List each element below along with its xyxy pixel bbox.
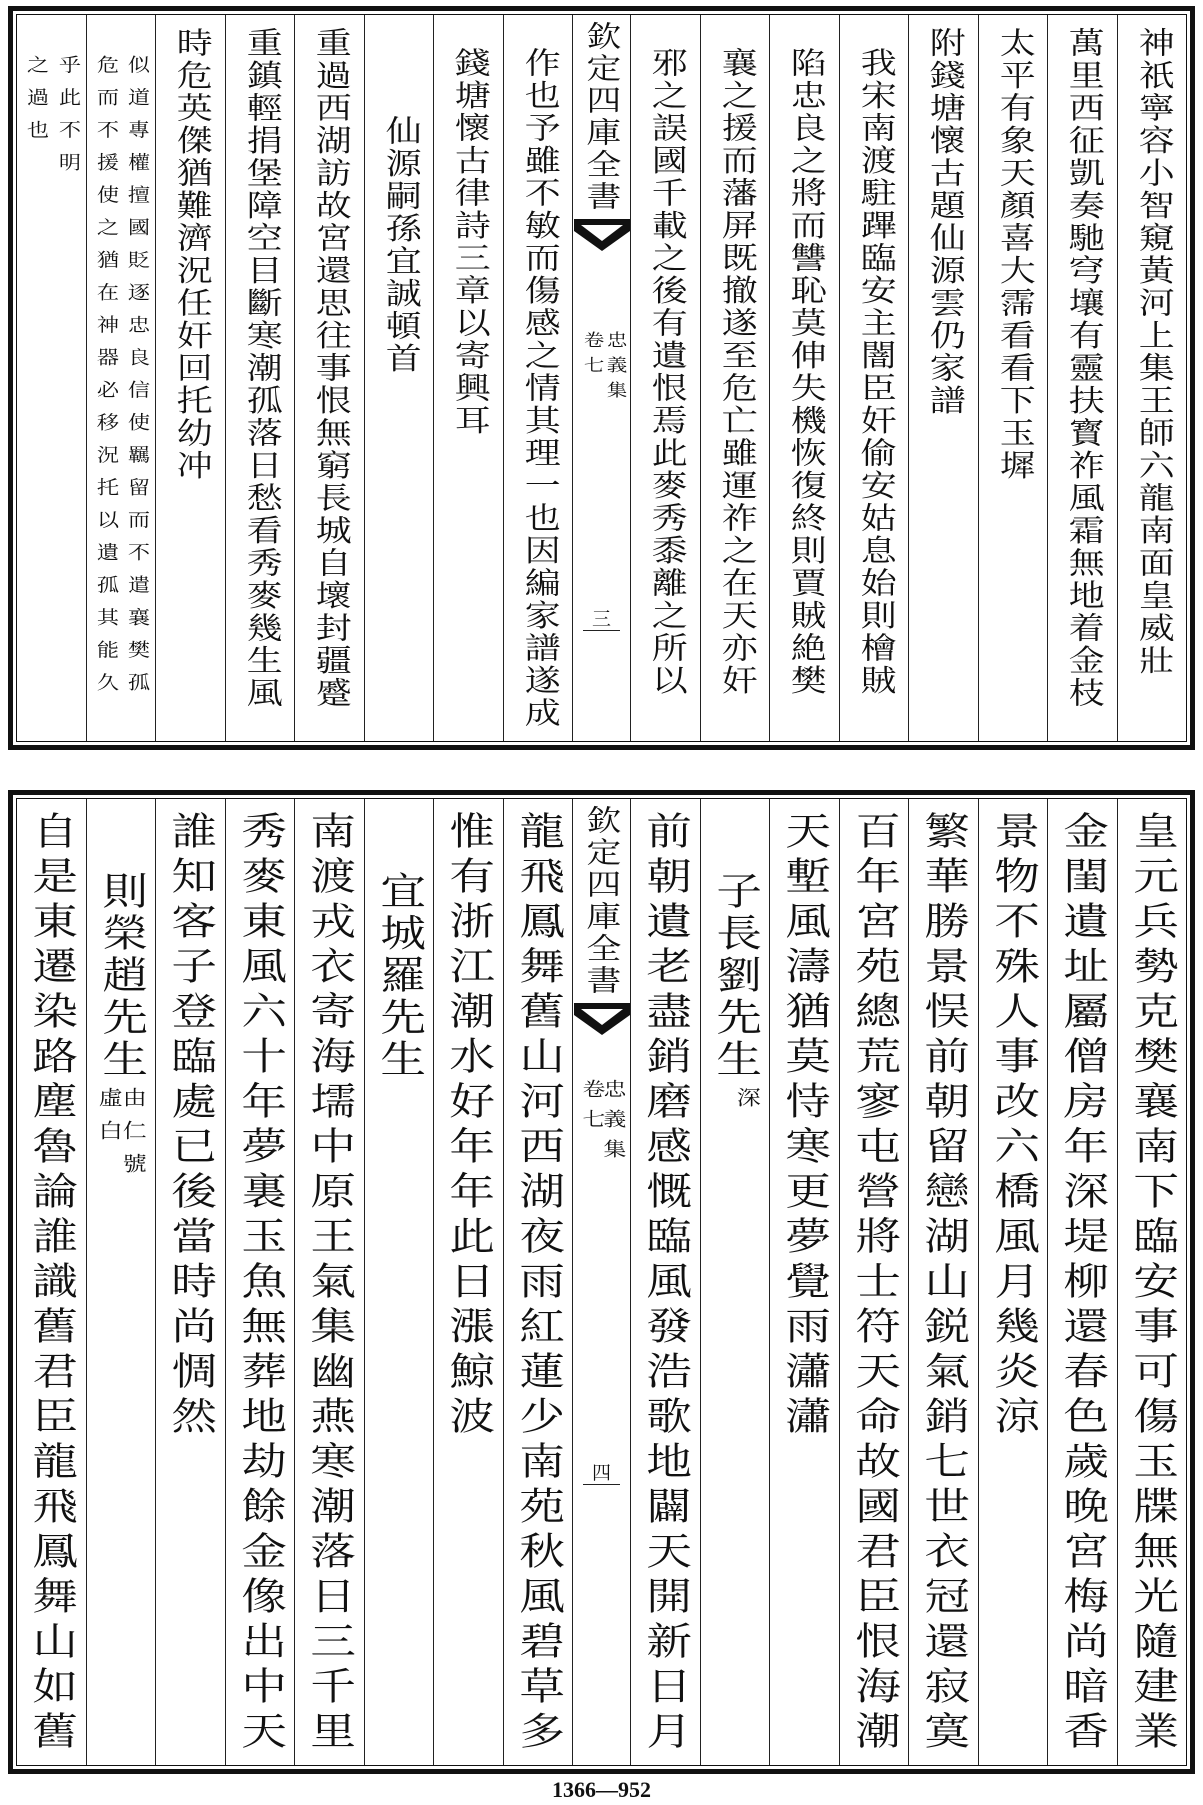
book-volume-note bbox=[578, 1079, 626, 1169]
column-text: 秀麥東風六十年夢裏玉魚無葬地劫餘金像出中天 bbox=[233, 811, 287, 1756]
page-number: 三 bbox=[583, 608, 620, 631]
text-column bbox=[225, 799, 295, 1765]
column-text: 神祇寧容小智窺黃河上集王師六龍南面皇威壯 bbox=[1131, 27, 1174, 677]
note-line: 危而不援使之猶在神器必移況托以遺孤其能久 bbox=[93, 55, 119, 705]
text-column bbox=[503, 799, 573, 1765]
page-number: 四 bbox=[583, 1462, 620, 1485]
center-banner bbox=[572, 15, 630, 741]
column-text: 皇元兵勢克樊襄南下臨安事可傷玉牒無光隨建業 bbox=[1125, 811, 1179, 1756]
section-heading: 附錢塘懷古題仙源雲仍家譜 bbox=[922, 27, 965, 417]
text-column bbox=[839, 799, 909, 1765]
text-frame bbox=[16, 798, 1187, 1766]
double-line-note bbox=[93, 55, 150, 705]
column-text: 重過西湖訪故宮還思往事恨無窮長城自壞封疆蹙 bbox=[308, 27, 351, 710]
double-line-note bbox=[23, 55, 81, 185]
column-text: 時危英傑猶難濟況任奸回托幼冲 bbox=[169, 27, 212, 482]
column-text: 南渡戎衣寄海壖中原王氣集幽燕寒潮落日三千里 bbox=[302, 811, 356, 1756]
note-line: 虛白 bbox=[94, 1087, 124, 1153]
text-column bbox=[225, 15, 295, 741]
text-column bbox=[908, 799, 978, 1765]
author-name: 則榮趙先生 bbox=[94, 871, 148, 1081]
column-text: 百年宮苑總荒寥屯營將士符天命故國君臣恨海潮 bbox=[847, 811, 901, 1756]
text-column bbox=[1047, 799, 1117, 1765]
column-text: 景物不殊人事改六橋風月幾炎涼 bbox=[986, 811, 1040, 1441]
column-text: 誰知客子登臨處已後當時尚惆然 bbox=[163, 811, 217, 1441]
column-text: 龍飛鳳舞舊山河西湖夜雨紅蓮少南苑秋風碧草多 bbox=[511, 811, 565, 1756]
column-text: 我宋南渡駐蹕臨安主闇臣奸偷安姑息始則檜賊 bbox=[853, 47, 896, 697]
text-column bbox=[294, 799, 364, 1765]
note-line: 之過也 bbox=[23, 55, 49, 153]
author-note bbox=[94, 1087, 148, 1186]
section-heading-column bbox=[908, 15, 978, 741]
text-frame bbox=[16, 14, 1187, 742]
author-note bbox=[713, 1087, 762, 1120]
text-column bbox=[769, 15, 839, 741]
author-name-column bbox=[86, 799, 156, 1765]
text-column bbox=[1047, 15, 1117, 741]
column-text: 邪之誤國千載之後有遺恨焉此麥秀黍離之所以 bbox=[644, 47, 687, 697]
annotation-column bbox=[86, 15, 156, 741]
column-text: 自是東遷染路塵魯論誰識舊君臣龍飛鳳舞山如舊 bbox=[24, 811, 78, 1756]
volume-label: 卷七 bbox=[578, 1079, 605, 1139]
fishtail-ornament-icon bbox=[574, 1003, 630, 1035]
column-text: 錢塘懷古律詩三章以寄興耳 bbox=[447, 47, 490, 437]
text-column bbox=[1117, 799, 1187, 1765]
text-column bbox=[978, 799, 1048, 1765]
column-text: 金閨遺址屬僧房年深堤柳還春色歲晚宮梅尚暗香 bbox=[1055, 811, 1109, 1756]
center-banner bbox=[572, 799, 630, 1765]
fishtail-ornament-icon bbox=[574, 219, 630, 251]
text-column bbox=[433, 799, 503, 1765]
volume-label: 卷七 bbox=[578, 331, 603, 381]
collection-title: 欽定四庫全書 bbox=[581, 21, 623, 213]
column-text: 重鎮輕捐堡障空目斷寒潮孤落日愁看秀麥幾生風 bbox=[239, 27, 282, 710]
text-column bbox=[978, 15, 1048, 741]
note-line: 深 bbox=[732, 1087, 762, 1120]
book-volume-note bbox=[578, 331, 626, 406]
author-name: 宜城羅先生 bbox=[372, 871, 426, 1081]
text-column bbox=[17, 799, 86, 1765]
text-column bbox=[700, 15, 770, 741]
page-three-panel bbox=[8, 6, 1195, 750]
text-column bbox=[630, 799, 700, 1765]
note-line: 似道專權擅國貶逐忠良信使羈留而不遣襄樊孤 bbox=[124, 55, 150, 705]
author-name: 子長劉先生 bbox=[708, 871, 762, 1081]
column-text: 作也予雖不敏而傷感之情其理一也因編家譜遂成 bbox=[517, 47, 560, 730]
text-column bbox=[630, 15, 700, 741]
text-column bbox=[433, 15, 503, 741]
text-column bbox=[503, 15, 573, 741]
column-text: 繁華勝景悮前朝留戀湖山鋭氣銷七世衣冠還寂寞 bbox=[916, 811, 970, 1756]
text-column bbox=[294, 15, 364, 741]
column-text: 惟有浙江潮水好年年此日漲鯨波 bbox=[441, 811, 495, 1441]
book-title: 忠義集 bbox=[599, 1079, 626, 1169]
column-text: 前朝遺老盡銷磨感慨臨風發浩歌地闢天開新日月 bbox=[638, 811, 692, 1756]
author-signature: 仙源嗣孫宜誠頓首 bbox=[378, 115, 421, 375]
column-text: 天塹風濤猶莫恃寒更夢覺雨瀟瀟 bbox=[777, 811, 831, 1441]
annotation-column bbox=[17, 15, 86, 741]
column-text: 萬里西征凱奏馳穹壤有靈扶寳祚風霜無地着金枝 bbox=[1061, 27, 1104, 710]
column-text: 襄之援而藩屏既撤遂至危亡雖運祚之在天亦奸 bbox=[714, 47, 757, 697]
author-name-column bbox=[700, 799, 770, 1765]
scan-page-code: 1366—952 bbox=[552, 1777, 651, 1802]
signature-column bbox=[364, 15, 434, 741]
text-column bbox=[1117, 15, 1187, 741]
book-title: 忠義集 bbox=[601, 331, 626, 406]
note-line: 由仁號 bbox=[118, 1087, 148, 1186]
text-column bbox=[155, 15, 225, 741]
text-column bbox=[769, 799, 839, 1765]
note-line: 乎此不明 bbox=[55, 55, 81, 185]
text-column bbox=[155, 799, 225, 1765]
author-name-column bbox=[364, 799, 434, 1765]
page-four-panel bbox=[8, 790, 1195, 1774]
column-text: 陷忠良之將而讐恥莫伸失機恢復終則賈賊絶樊 bbox=[783, 47, 826, 697]
text-column bbox=[839, 15, 909, 741]
collection-title: 欽定四庫全書 bbox=[581, 805, 623, 997]
column-text: 太平有象天顏喜大霈看看下玉墀 bbox=[992, 27, 1035, 482]
